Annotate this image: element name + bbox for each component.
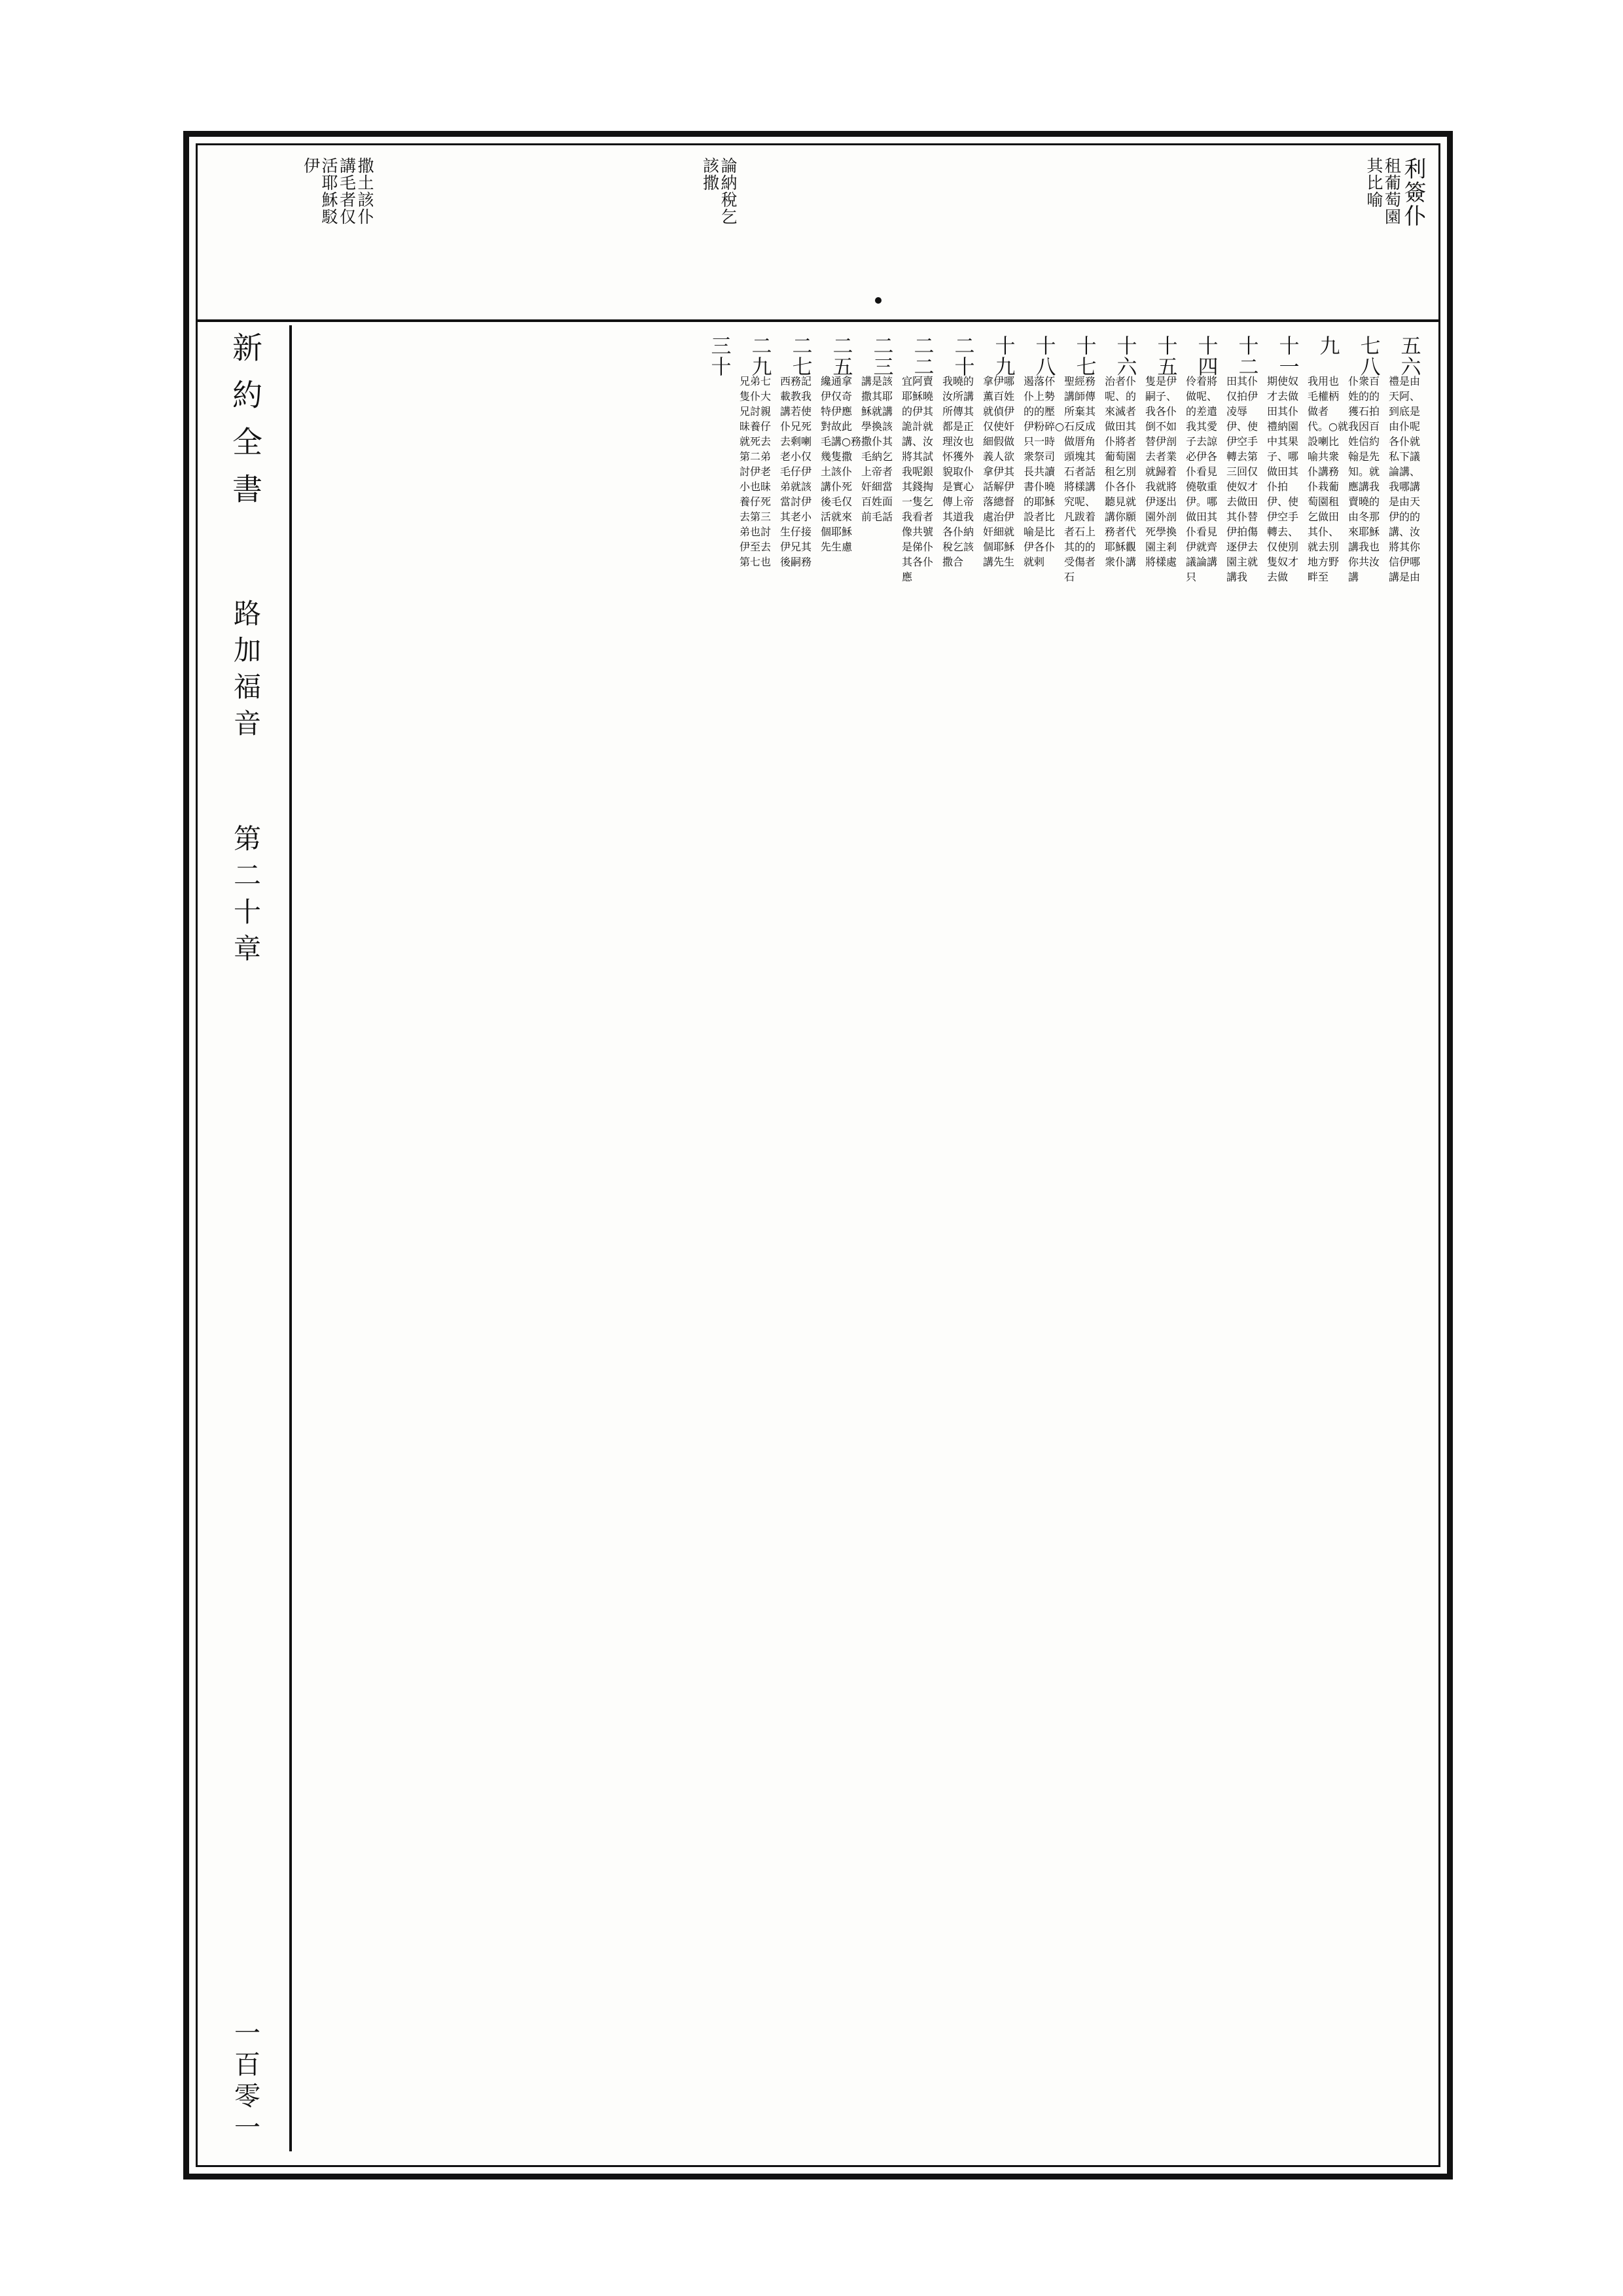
text-column [1024,335,1064,2156]
text-body [296,326,1436,2162]
verse-number: 十七 [1072,335,1096,377]
verse-number: 二十 [950,335,974,377]
header-note-left-line-1: 撒土該仆 [355,157,374,225]
text-column [740,335,780,2156]
verse-text: 期使奴才去做田其仆禮納園中其果子、哪做田其仆拍伊、使伊空手轉去、仅使別隻奴才去做 [1267,375,1299,583]
text-column [1308,335,1348,2156]
verse-number: 十九 [991,335,1015,377]
scanned-page [183,131,1453,2179]
text-column [821,335,861,2156]
text-column [780,335,821,2156]
verse-text: 遏落伓仆上勢的的壓伊粉碎○只一時衆祭司長共讀書仆曉的耶穌設者比喻是比伊各仆就剌 [1024,375,1064,568]
verse-number: 十五 [1153,335,1177,377]
header-note-right-line-2: 租葡萄園 [1382,157,1402,225]
verse-number: 十六 [1113,335,1137,377]
verse-number: 十四 [1194,335,1218,377]
page-number: 一百零一 [230,2019,260,2145]
verse-text: 我曉的汝所講所傳其都是正理汝也怀獲外貌取仆是實心傳上帝其道我各仆納稅乞該撒合 [942,375,974,568]
verse-text: 宜阿賣耶穌曉的伊其詭計就講、汝將其試我呢銀其錢掏一隻乞我看者像共號是俤仆其各仆應 [902,375,934,583]
verse-number: 十八 [1031,335,1056,377]
header-note-center [702,157,736,225]
header-note-center-line-2: 該撒 [700,157,720,191]
text-column [983,335,1024,2156]
text-column [861,335,902,2156]
verse-number: 二二 [910,335,934,377]
header-note-right-line-3: 其比喻 [1364,157,1383,208]
verse-text: 治者仆呢、的來滅者做田其仆將者葡萄園租乞別仆各仆聽見就講你願務者代耶穌觀衆仆講 [1105,375,1137,568]
header-note-left-line-2: 講毛者仅 [337,157,357,225]
verse-text: 講是該撒其耶穌就講學換該撒仆其毛納乞上帝者奸細當百姓面前毛話 [861,375,893,523]
verse-number: 十一 [1275,335,1299,377]
spine-divider [289,325,292,2151]
verse-number: 三十 [707,335,731,377]
verse-text: 田其仆仅拍伊凌辱伊、使伊空手轉去第三回仅使奴才去做田其仆替伊拍傷逐伊去園主就講我 [1226,375,1258,583]
verse-text: 我用也毛權柄做者代。○就設喇比喻共衆仆講務仆栽葡萄園租乞做田其仆、就去別地方野畔至 [1308,375,1348,583]
book-name: 路加福音 [230,599,262,745]
text-column [1105,335,1145,2156]
verse-number: 十二 [1234,335,1258,377]
page-border-inner [196,143,1440,2167]
header-band [198,145,1438,322]
header-note-right-line-1: 利簽仆 [1400,157,1426,228]
header-note-right [1365,157,1424,228]
verse-number: 五六 [1397,335,1421,377]
text-column [1145,335,1186,2156]
text-column [1064,335,1105,2156]
verse-text: 仆衆百姓的的獲石拍我因百姓信約翰是先知。就應講我賣曉的由冬那來耶穌講我也你共汝講 [1348,375,1380,583]
book-series-title: 新約全書 [228,332,263,520]
center-mark-dot [875,297,882,304]
verse-number: 二三 [869,335,893,377]
verse-text: 隻是伊嗣子、我各仆倒不如替伊剖去者業就歸着我就將伊逐出園外剖死學換園主剎將樣處 [1145,375,1177,568]
verse-text: 禮是由天阿、到底是由仆呢各仆就私下議論講、我哪講是由天伊的的講、汝將其你信伊哪講是由 [1389,375,1421,583]
verse-text: 兄弟七隻仆大兄討親昧養仔就死去第二弟討伊老小也昧養仔死去第三弟也討伊至去第七也 [740,375,772,568]
verse-number: 二九 [747,335,772,377]
verse-text: 西務記載教我講若使仆兄死去剩喇老小仅毛仔伊弟就該當討伊其老小生仔接伊兄其後嗣務 [780,375,812,568]
chapter-label: 第二十章 [230,824,262,971]
text-column [902,335,942,2156]
verse-number: 二五 [829,335,853,377]
verse-text: 拿伊哪薫百姓就偵伊仅使奸細假做義人欲拿伊其話解伊落總督處治伊奸細就個耶穌講先生 [983,375,1015,568]
running-title-block [209,332,281,2151]
verse-number: 七八 [1356,335,1380,377]
header-note-center-line-1: 論納稅乞 [719,157,738,225]
text-column [1348,335,1389,2156]
header-note-left [302,157,373,225]
header-note-left-line-4: 伊 [301,157,321,174]
text-column [1226,335,1267,2156]
verse-text: 纔通拿伊仅奇特伊應對故此毛講○務幾隻撒土該仆講仆死後毛仅活就來個耶穌先生慮 [821,375,861,553]
header-note-left-line-3: 活耶穌駁 [319,157,338,225]
text-column [699,335,740,2156]
verse-number: 九 [1315,335,1340,356]
verse-text: 伶着將做呢、的差遣我其愛子去諒必伊各仆看見僥敬重伊。哪做田其仆看見伊就齊議論講只 [1186,375,1218,583]
text-column [942,335,983,2156]
verse-text: 聖經務講師傳所棄其石反成做厝角頭塊其石者話將樣講究呢、凡跋着者石上其的的受傷者石 [1064,375,1096,583]
text-column [1389,335,1429,2156]
text-column [1267,335,1308,2156]
text-column [1186,335,1226,2156]
verse-number: 二七 [788,335,812,377]
